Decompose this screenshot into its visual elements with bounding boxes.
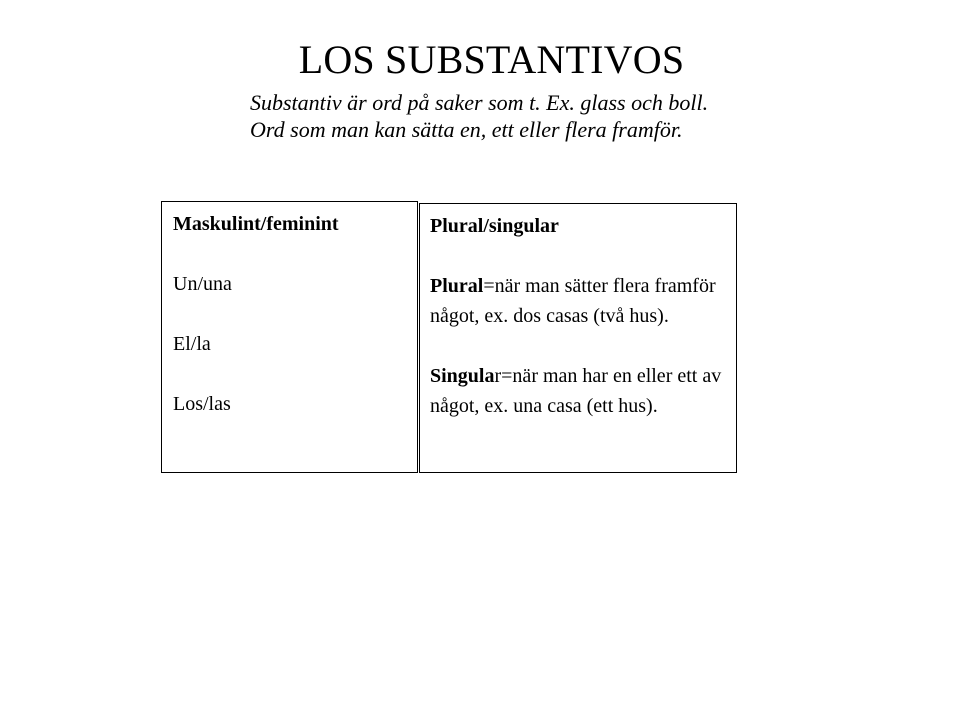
gender-box [161,201,418,473]
plural-definition [430,271,728,331]
singular-text: =när man har en eller ett av något, ex. una casa (ett hus). [430,365,722,417]
article-definite-plural: Los/las [173,393,231,415]
number-box-heading: Plural/singular [430,215,559,237]
page-title: LOS SUBSTANTIVOS [298,37,685,82]
singular-term-suffix: r [494,365,502,387]
article-indefinite: Un/una [173,273,232,295]
article-definite-singular: El/la [173,333,211,355]
plural-text: =när man sätter flera framför något, ex. dos casas (två hus). [430,275,716,327]
number-box [419,203,737,473]
subtitle-line-1: Substantiv är ord på saker som t. Ex. glass och boll. [250,90,709,115]
singular-term: Singula [430,365,495,387]
subtitle [250,89,890,143]
singular-definition [430,361,728,421]
gender-box-heading: Maskulint/feminint [173,213,339,235]
plural-term: Plural [430,275,484,297]
subtitle-line-2: Ord som man kan sätta en, ett eller flera framför. [250,117,683,142]
